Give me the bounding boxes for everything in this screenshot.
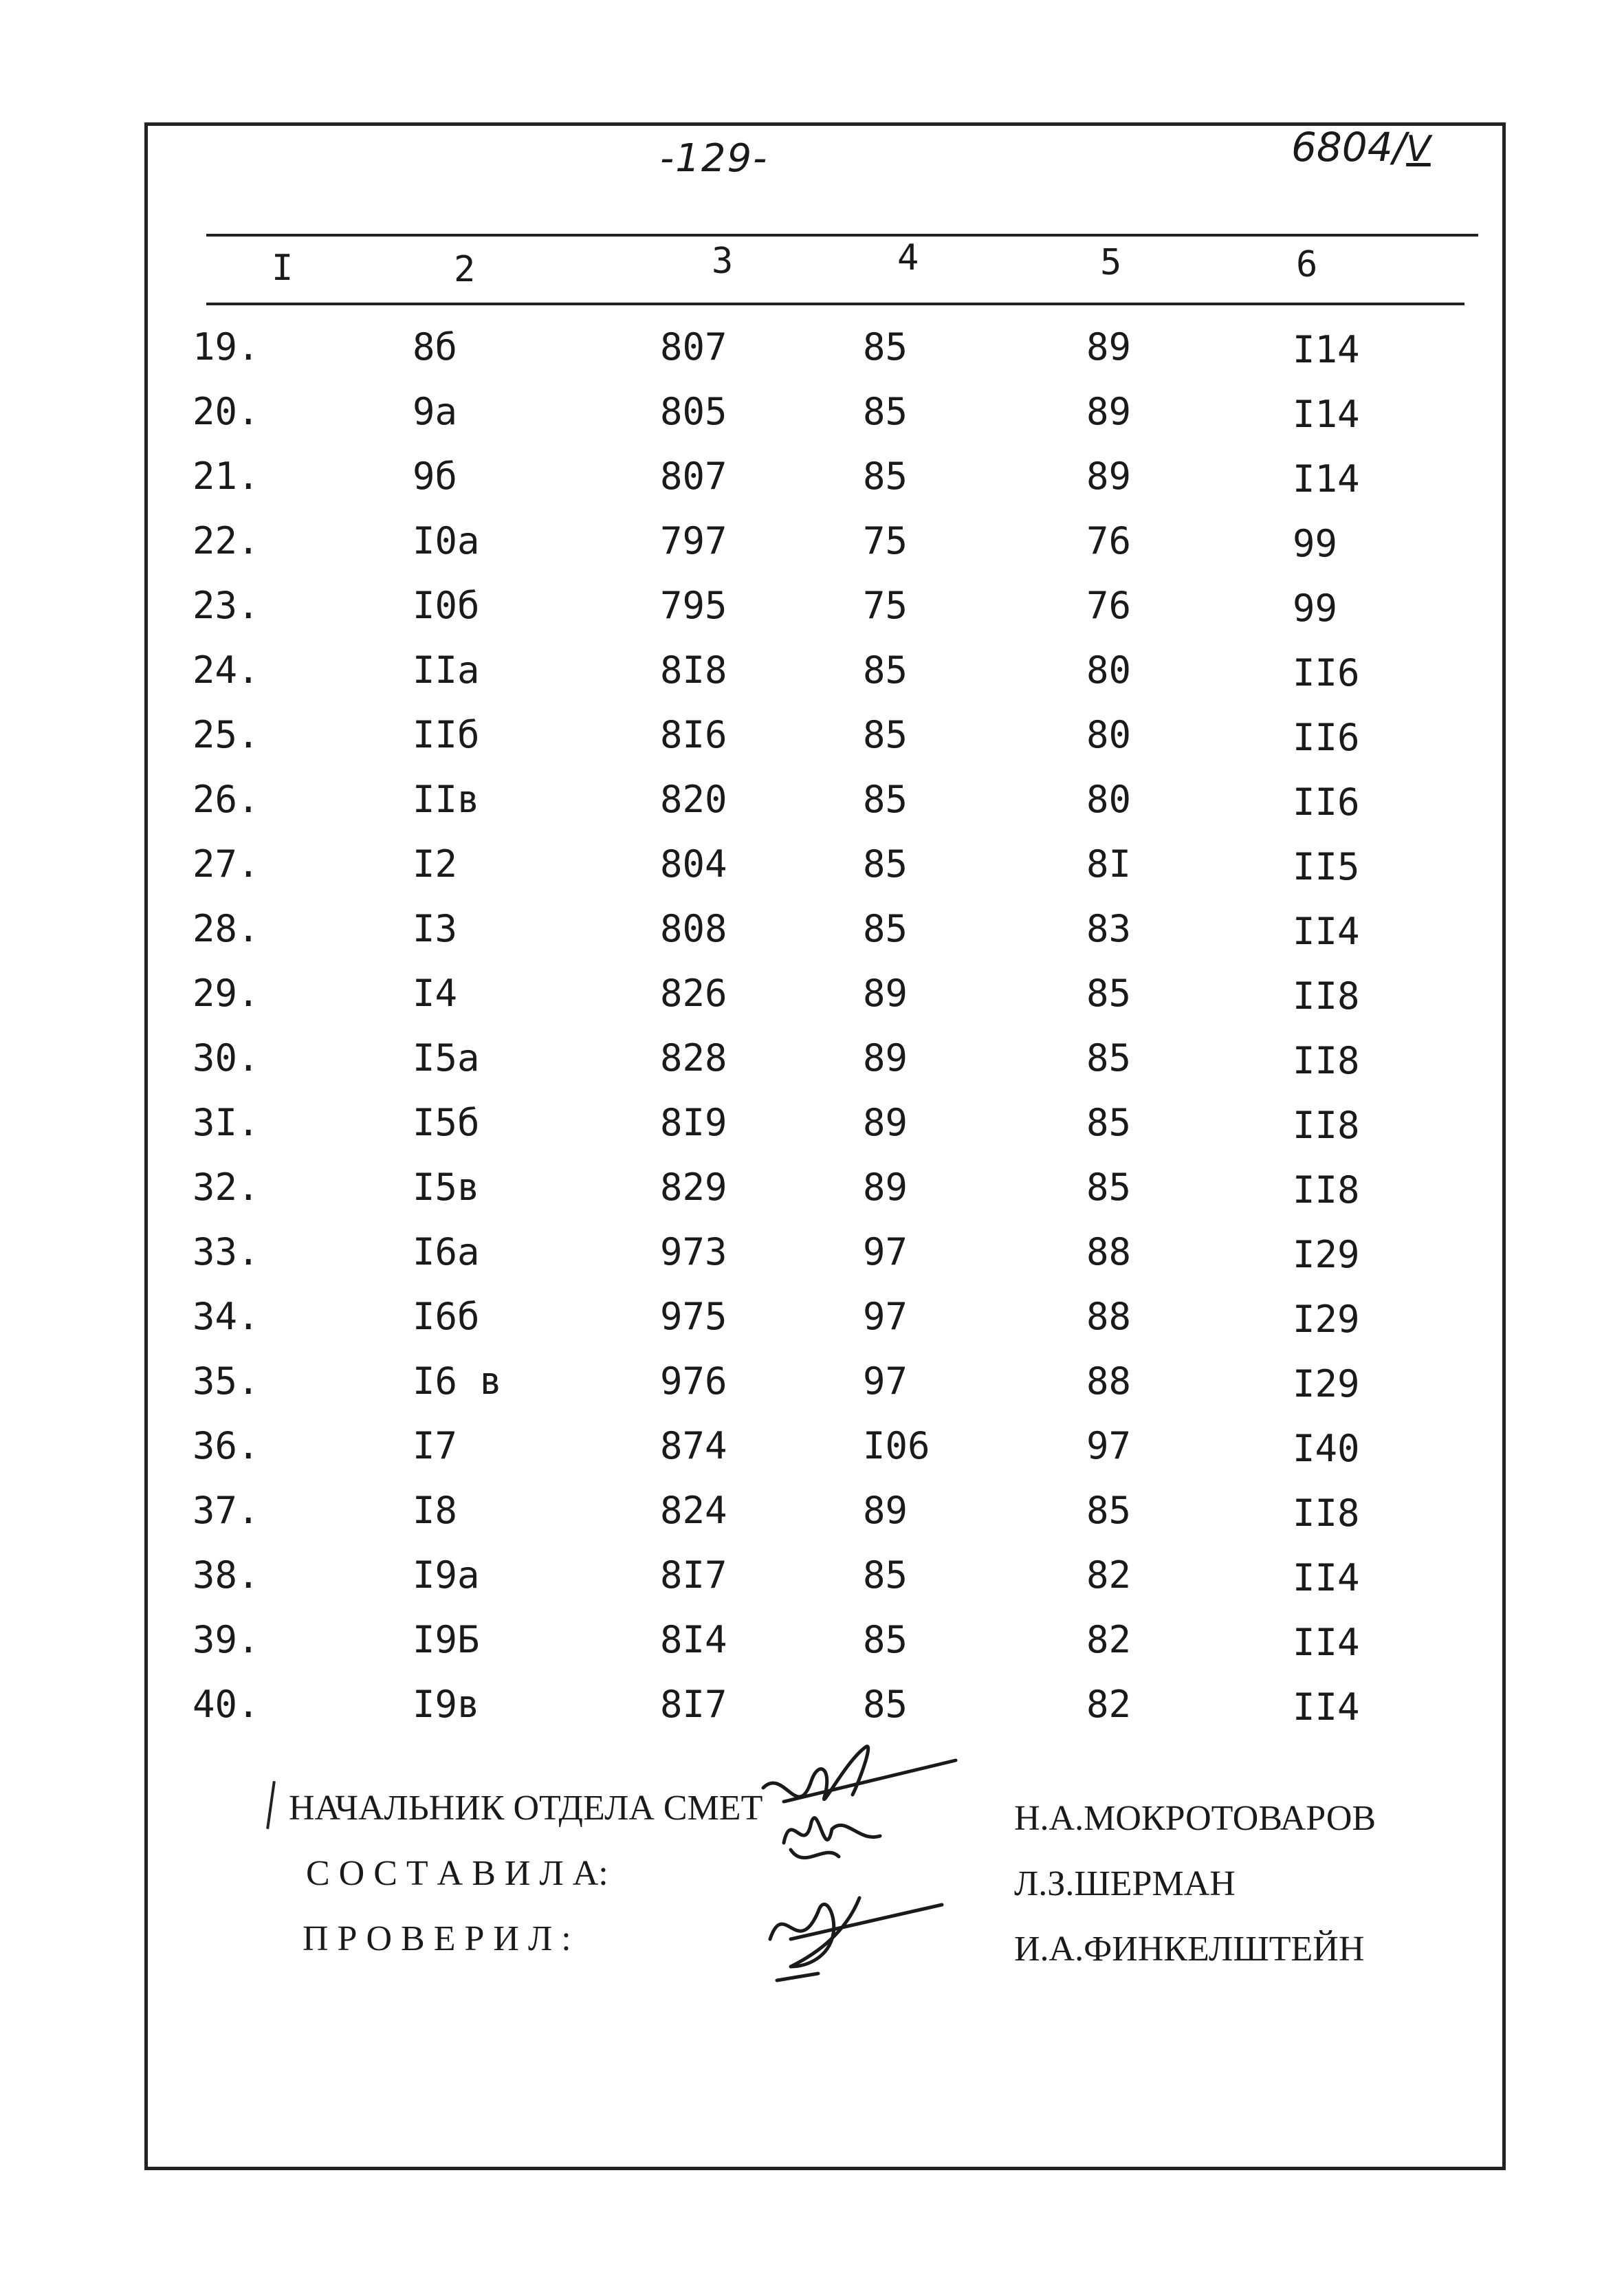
table-cell: I8 (413, 1489, 458, 1532)
table-cell: I5а (413, 1036, 480, 1080)
table-cell: I29 (1293, 1233, 1360, 1276)
table-cell: II8 (1293, 1168, 1360, 1212)
table-cell: II4 (1293, 1621, 1360, 1664)
table-cell: 97 (863, 1230, 908, 1273)
table-cell: I4 (413, 972, 458, 1015)
table-cell: II8 (1293, 974, 1360, 1018)
table-cell: I7 (413, 1424, 458, 1467)
table-cell: 804 (660, 842, 727, 886)
table-cell: 38. (193, 1553, 260, 1597)
table-cell: 824 (660, 1489, 727, 1532)
table-cell: 28. (193, 907, 260, 950)
table-cell: 85 (863, 325, 908, 369)
table-cell: 34. (193, 1295, 260, 1338)
table-cell: 22. (193, 519, 260, 562)
column-header-4: 4 (897, 237, 919, 278)
checked-by-name: И.А.ФИНКЕЛШТЕЙН (1014, 1929, 1365, 1969)
table-column-1 (193, 315, 260, 1737)
table-cell: 37. (193, 1489, 260, 1532)
table-cell: 807 (660, 455, 727, 498)
table-cell: II8 (1293, 1039, 1360, 1082)
table-cell: II8 (1293, 1104, 1360, 1147)
table-cell: 80 (1086, 778, 1132, 821)
table-cell: 88 (1086, 1295, 1132, 1338)
head-of-department-name: Н.А.МОКРОТОВАРОВ (1014, 1799, 1376, 1838)
table-cell: 8I (1086, 842, 1132, 886)
table-cell: 85 (863, 778, 908, 821)
table-cell: I40 (1293, 1427, 1360, 1470)
handwritten-signatures (743, 1740, 990, 2001)
table-cell: 82 (1086, 1553, 1132, 1597)
table-cell: 27. (193, 842, 260, 886)
table-cell: 85 (863, 1553, 908, 1597)
table-cell: 9а (413, 390, 458, 433)
table-cell: 975 (660, 1295, 727, 1338)
table-cell: 8б (413, 325, 458, 369)
table-cell: I3 (413, 907, 458, 950)
table-cell: 8I9 (660, 1101, 727, 1144)
table-cell: 8I4 (660, 1618, 727, 1661)
table-cell: 97 (863, 1295, 908, 1338)
column-header-5: 5 (1100, 242, 1122, 283)
table-cell: I6 в (413, 1359, 503, 1403)
table-cell: 8I8 (660, 648, 727, 692)
table-cell: 85 (863, 648, 908, 692)
table-cell: 3I. (193, 1101, 260, 1144)
table-cell: 829 (660, 1166, 727, 1209)
table-cell: 19. (193, 325, 260, 369)
table-cell: I29 (1293, 1362, 1360, 1406)
table-cell: I5в (413, 1166, 480, 1209)
table-cell: 97 (863, 1359, 908, 1403)
head-of-department-label: НАЧАЛЬНИК ОТДЕЛА СМЕТ (289, 1789, 763, 1828)
table-cell: 36. (193, 1424, 260, 1467)
table-cell: II6 (1293, 780, 1360, 824)
table-cell: 35. (193, 1359, 260, 1403)
table-cell: 8I7 (660, 1553, 727, 1597)
table-cell: 85 (863, 1618, 908, 1661)
column-header-2: 2 (454, 249, 476, 290)
table-cell: II4 (1293, 1685, 1360, 1729)
table-column-3 (660, 315, 727, 1737)
table-cell: II4 (1293, 1556, 1360, 1599)
table-cell: I0а (413, 519, 480, 562)
checked-by-label: П Р О В Е Р И Л : (303, 1919, 571, 1958)
table-cell: 80 (1086, 648, 1132, 692)
table-column-6 (1293, 318, 1360, 1740)
table-column-5 (1086, 315, 1131, 1737)
table-cell: 8I6 (660, 713, 727, 756)
compiled-by-label: С О С Т А В И Л А: (306, 1854, 608, 1893)
table-cell: 85 (863, 907, 908, 950)
table-cell: 82 (1086, 1618, 1132, 1661)
table-cell: 85 (863, 713, 908, 756)
table-cell: I5б (413, 1101, 480, 1144)
table-cell: 20. (193, 390, 260, 433)
table-cell: 8I7 (660, 1683, 727, 1726)
table-cell: 23. (193, 584, 260, 627)
table-cell: I06 (863, 1424, 930, 1467)
document-code-main: 6804/ (1291, 124, 1407, 171)
table-cell: 808 (660, 907, 727, 950)
table-cell: 32. (193, 1166, 260, 1209)
table-cell: 85 (1086, 972, 1132, 1015)
table-cell: 89 (863, 972, 908, 1015)
table-cell: 874 (660, 1424, 727, 1467)
compiled-by-name: Л.З.ШЕРМАН (1014, 1864, 1236, 1903)
table-cell: 85 (863, 842, 908, 886)
table-cell: 40. (193, 1683, 260, 1726)
column-header-6: 6 (1296, 244, 1318, 285)
table-cell: 85 (1086, 1166, 1132, 1209)
table-cell: II8 (1293, 1491, 1360, 1535)
table-cell: 85 (863, 390, 908, 433)
table-cell: 89 (863, 1489, 908, 1532)
table-cell: 89 (1086, 455, 1132, 498)
table-cell: 39. (193, 1618, 260, 1661)
table-cell: 89 (863, 1036, 908, 1080)
table-cell: 976 (660, 1359, 727, 1403)
table-cell: I6б (413, 1295, 480, 1338)
table-cell: 85 (1086, 1101, 1132, 1144)
column-header-3: 3 (712, 241, 734, 282)
table-cell: 795 (660, 584, 727, 627)
table-column-2 (413, 315, 502, 1737)
table-cell: I9а (413, 1553, 480, 1597)
table-cell: IIа (413, 648, 480, 692)
table-cell: 99 (1293, 587, 1338, 630)
table-cell: 85 (1086, 1489, 1132, 1532)
table-cell: I2 (413, 842, 458, 886)
table-cell: I0б (413, 584, 480, 627)
document-code-suffix: V (1406, 129, 1431, 170)
table-cell: 24. (193, 648, 260, 692)
table-cell: 85 (1086, 1036, 1132, 1080)
table-cell: 9б (413, 455, 458, 498)
table-cell: 89 (863, 1101, 908, 1144)
table-cell: 82 (1086, 1683, 1132, 1726)
table-cell: 99 (1293, 522, 1338, 565)
table-cell: 76 (1086, 519, 1132, 562)
document-code (1291, 124, 1431, 171)
table-cell: 973 (660, 1230, 727, 1273)
column-header-1: I (272, 248, 294, 289)
table-cell: 75 (863, 584, 908, 627)
table-column-4 (863, 315, 930, 1737)
table-cell: 88 (1086, 1230, 1132, 1273)
table-cell: 29. (193, 972, 260, 1015)
table-cell: 97 (1086, 1424, 1132, 1467)
header-bottom-rule (206, 303, 1464, 305)
table-cell: I9в (413, 1683, 480, 1726)
table-cell: I6а (413, 1230, 480, 1273)
table-cell: II6 (1293, 716, 1360, 759)
table-cell: 25. (193, 713, 260, 756)
table-cell: 21. (193, 455, 260, 498)
header-top-rule (206, 234, 1478, 237)
table-cell: 828 (660, 1036, 727, 1080)
table-cell: 89 (863, 1166, 908, 1209)
table-cell: I29 (1293, 1298, 1360, 1341)
table-cell: I14 (1293, 457, 1360, 501)
table-cell: 797 (660, 519, 727, 562)
table-cell: IIб (413, 713, 480, 756)
table-cell: 85 (863, 455, 908, 498)
table-cell: II6 (1293, 651, 1360, 695)
table-cell: 820 (660, 778, 727, 821)
table-cell: 30. (193, 1036, 260, 1080)
table-cell: 807 (660, 325, 727, 369)
table-cell: 805 (660, 390, 727, 433)
table-cell: 75 (863, 519, 908, 562)
table-cell: 88 (1086, 1359, 1132, 1403)
table-cell: 26. (193, 778, 260, 821)
table-cell: 80 (1086, 713, 1132, 756)
table-cell: 89 (1086, 390, 1132, 433)
page-number: -129- (660, 136, 769, 181)
table-cell: I14 (1293, 328, 1360, 371)
table-cell: II4 (1293, 910, 1360, 953)
table-cell: II5 (1293, 845, 1360, 888)
table-cell: I14 (1293, 393, 1360, 436)
table-cell: 33. (193, 1230, 260, 1273)
table-cell: IIв (413, 778, 480, 821)
table-cell: 85 (863, 1683, 908, 1726)
table-cell: 76 (1086, 584, 1132, 627)
table-cell: 89 (1086, 325, 1132, 369)
table-cell: 83 (1086, 907, 1132, 950)
table-cell: I9Б (413, 1618, 480, 1661)
table-cell: 826 (660, 972, 727, 1015)
